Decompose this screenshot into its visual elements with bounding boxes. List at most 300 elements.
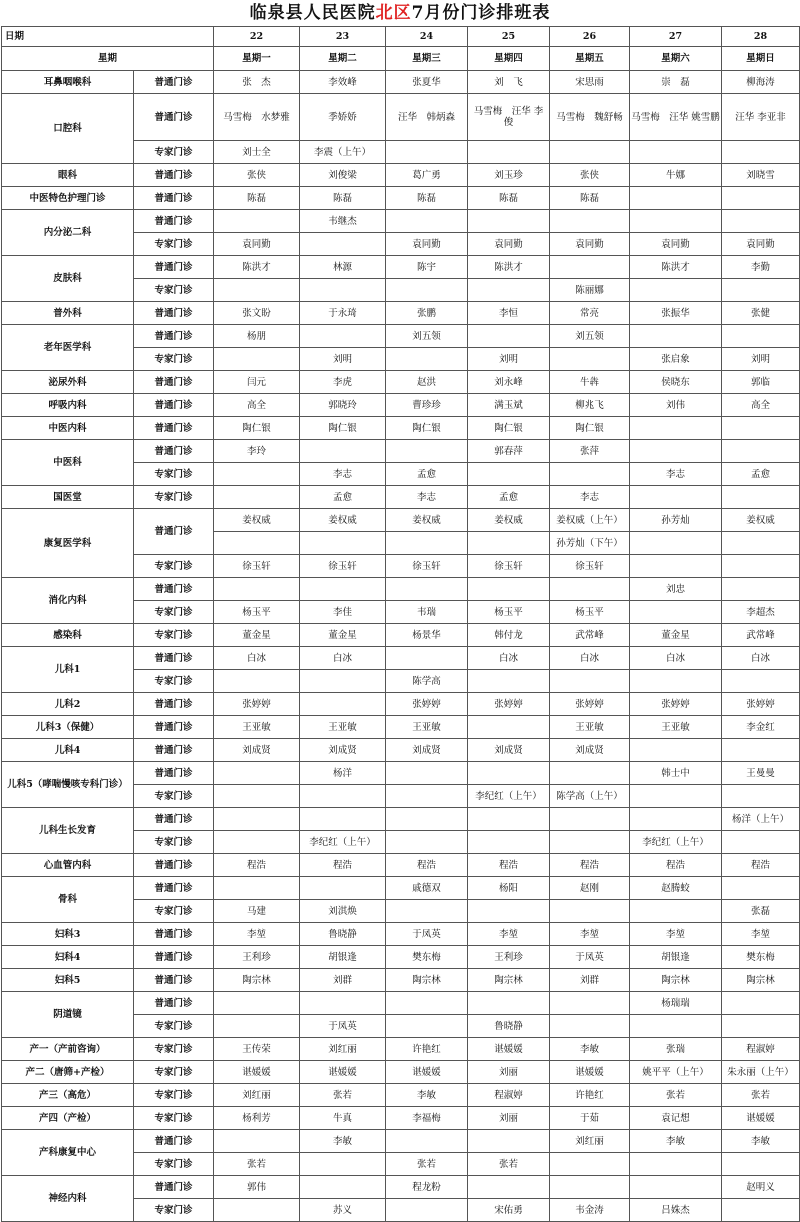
doctor-cell: 马雪梅 水梦雅 xyxy=(214,94,300,141)
dept-cell: 眼科 xyxy=(2,164,134,187)
doctor-cell xyxy=(630,210,722,233)
doctor-cell: 陶仁银 xyxy=(550,417,630,440)
clinic-type-cell: 普通门诊 xyxy=(134,647,214,670)
doctor-cell xyxy=(300,578,386,601)
doctor-cell xyxy=(550,141,630,164)
date-label: 日期 xyxy=(2,27,214,47)
doctor-cell: 宋佑勇 xyxy=(468,1199,550,1222)
doctor-cell xyxy=(550,1153,630,1176)
table-row xyxy=(2,164,800,187)
doctor-cell: 程浩 xyxy=(550,854,630,877)
dept-cell: 产四（产检） xyxy=(2,1107,134,1130)
clinic-type-cell: 普通门诊 xyxy=(134,946,214,969)
table-row xyxy=(2,624,800,647)
doctor-cell: 张 杰 xyxy=(214,71,300,94)
doctor-cell xyxy=(386,141,468,164)
doctor-cell xyxy=(214,463,300,486)
clinic-type-cell: 普通门诊 xyxy=(134,808,214,831)
doctor-cell xyxy=(468,279,550,302)
doctor-cell: 李敏 xyxy=(386,1084,468,1107)
doctor-cell: 刘成贤 xyxy=(550,739,630,762)
doctor-cell: 王亚敏 xyxy=(214,716,300,739)
doctor-cell: 刘五领 xyxy=(550,325,630,348)
doctor-cell: 樊东梅 xyxy=(722,946,800,969)
doctor-cell xyxy=(722,739,800,762)
weekday-cell: 星期日 xyxy=(722,47,800,71)
doctor-cell xyxy=(386,900,468,923)
weekday-cell: 星期四 xyxy=(468,47,550,71)
dept-cell: 阴道镜 xyxy=(2,992,134,1038)
doctor-cell: 杨洋（上午） xyxy=(722,808,800,831)
doctor-cell: 李志 xyxy=(386,486,468,509)
doctor-cell xyxy=(300,1153,386,1176)
doctor-cell: 徐玉轩 xyxy=(300,555,386,578)
doctor-cell: 白冰 xyxy=(468,647,550,670)
table-row xyxy=(2,302,800,325)
doctor-cell xyxy=(300,785,386,808)
doctor-cell: 姜权威 xyxy=(300,509,386,532)
doctor-cell: 韦金涛 xyxy=(550,1199,630,1222)
doctor-cell xyxy=(468,141,550,164)
doctor-cell xyxy=(214,670,300,693)
doctor-cell xyxy=(468,716,550,739)
clinic-type-cell: 普通门诊 xyxy=(134,417,214,440)
doctor-cell xyxy=(630,325,722,348)
doctor-cell: 李敏 xyxy=(722,1130,800,1153)
doctor-cell xyxy=(300,325,386,348)
doctor-cell: 马雪梅 魏舒畅 xyxy=(550,94,630,141)
doctor-cell xyxy=(550,1176,630,1199)
doctor-cell: 郭晓玲 xyxy=(300,394,386,417)
dept-cell: 产二（唐筛+产检） xyxy=(2,1061,134,1084)
doctor-cell xyxy=(214,578,300,601)
clinic-type-cell: 专家门诊 xyxy=(134,1061,214,1084)
doctor-cell: 李敏 xyxy=(630,1130,722,1153)
doctor-cell: 闫元 xyxy=(214,371,300,394)
clinic-type-cell: 专家门诊 xyxy=(134,1015,214,1038)
clinic-type-cell: 普通门诊 xyxy=(134,877,214,900)
clinic-type-cell: 普通门诊 xyxy=(134,509,214,555)
doctor-cell xyxy=(630,141,722,164)
dept-cell: 呼吸内科 xyxy=(2,394,134,417)
dept-cell: 普外科 xyxy=(2,302,134,325)
doctor-cell: 柳海涛 xyxy=(722,71,800,94)
doctor-cell: 鲁晓静 xyxy=(468,1015,550,1038)
doctor-cell: 李纪红（上午） xyxy=(300,831,386,854)
doctor-cell: 许艳红 xyxy=(386,1038,468,1061)
doctor-cell: 李堃 xyxy=(550,923,630,946)
doctor-cell xyxy=(722,325,800,348)
doctor-cell: 程龙粉 xyxy=(386,1176,468,1199)
doctor-cell: 王亚敏 xyxy=(300,716,386,739)
doctor-cell xyxy=(214,1015,300,1038)
doctor-cell: 刘红丽 xyxy=(550,1130,630,1153)
doctor-cell xyxy=(468,670,550,693)
table-row xyxy=(2,808,800,831)
doctor-cell: 于凤英 xyxy=(550,946,630,969)
dept-cell: 儿科5（哮喘慢咳专科门诊） xyxy=(2,762,134,808)
doctor-cell xyxy=(550,992,630,1015)
doctor-cell: 孙芳灿 xyxy=(630,509,722,532)
weekday-cell: 星期五 xyxy=(550,47,630,71)
doctor-cell xyxy=(300,693,386,716)
date-cell: 22 xyxy=(214,27,300,47)
doctor-cell xyxy=(722,555,800,578)
doctor-cell xyxy=(550,808,630,831)
clinic-type-cell: 专家门诊 xyxy=(134,555,214,578)
dept-cell: 心血管内科 xyxy=(2,854,134,877)
dept-cell: 耳鼻咽喉科 xyxy=(2,71,134,94)
doctor-cell: 杨景华 xyxy=(386,624,468,647)
doctor-cell: 董金星 xyxy=(300,624,386,647)
doctor-cell: 袁同勤 xyxy=(468,233,550,256)
doctor-cell: 林源 xyxy=(300,256,386,279)
doctor-cell: 陶宗林 xyxy=(214,969,300,992)
doctor-cell xyxy=(550,256,630,279)
doctor-cell xyxy=(722,440,800,463)
doctor-cell: 刘成贤 xyxy=(386,739,468,762)
clinic-type-cell: 普通门诊 xyxy=(134,762,214,785)
doctor-cell xyxy=(468,762,550,785)
doctor-cell xyxy=(550,831,630,854)
doctor-cell: 袁同勤 xyxy=(386,233,468,256)
doctor-cell: 陶仁银 xyxy=(386,417,468,440)
doctor-cell: 高全 xyxy=(214,394,300,417)
doctor-cell: 白冰 xyxy=(300,647,386,670)
doctor-cell: 张振华 xyxy=(630,302,722,325)
doctor-cell xyxy=(386,440,468,463)
table-row xyxy=(2,210,800,233)
doctor-cell: 牛犇 xyxy=(550,371,630,394)
doctor-cell: 吕姝杰 xyxy=(630,1199,722,1222)
doctor-cell: 李超杰 xyxy=(722,601,800,624)
doctor-cell: 刘群 xyxy=(300,969,386,992)
doctor-cell: 张若 xyxy=(214,1153,300,1176)
doctor-cell: 马雪梅 汪华 姚雪鹏 xyxy=(630,94,722,141)
doctor-cell: 李志 xyxy=(550,486,630,509)
doctor-cell: 王亚敏 xyxy=(550,716,630,739)
table-row xyxy=(2,693,800,716)
dept-cell: 中医科 xyxy=(2,440,134,486)
date-cell: 26 xyxy=(550,27,630,47)
doctor-cell: 王亚敏 xyxy=(386,716,468,739)
doctor-cell xyxy=(630,1176,722,1199)
doctor-cell: 王利珍 xyxy=(468,946,550,969)
table-row xyxy=(2,1038,800,1061)
doctor-cell: 苏义 xyxy=(300,1199,386,1222)
table-row xyxy=(2,187,800,210)
doctor-cell xyxy=(214,808,300,831)
doctor-cell: 刘晓雪 xyxy=(722,164,800,187)
dept-cell: 儿科1 xyxy=(2,647,134,693)
doctor-cell: 张萍 xyxy=(550,440,630,463)
doctor-cell xyxy=(722,992,800,1015)
doctor-cell: 牛真 xyxy=(300,1107,386,1130)
doctor-cell xyxy=(722,210,800,233)
dept-cell: 皮肤科 xyxy=(2,256,134,302)
doctor-cell xyxy=(300,992,386,1015)
doctor-cell xyxy=(386,578,468,601)
date-cell: 27 xyxy=(630,27,722,47)
table-row xyxy=(2,1084,800,1107)
clinic-type-cell: 普通门诊 xyxy=(134,440,214,463)
weekday-cell: 星期一 xyxy=(214,47,300,71)
table-row xyxy=(2,486,800,509)
doctor-cell: 张婷婷 xyxy=(722,693,800,716)
doctor-cell: 张若 xyxy=(468,1153,550,1176)
weekday-cell: 星期二 xyxy=(300,47,386,71)
doctor-cell: 刘丽 xyxy=(468,1061,550,1084)
dept-cell: 口腔科 xyxy=(2,94,134,164)
doctor-cell xyxy=(722,670,800,693)
doctor-cell: 郭临 xyxy=(722,371,800,394)
doctor-cell: 陈磊 xyxy=(300,187,386,210)
doctor-cell: 张启象 xyxy=(630,348,722,371)
doctor-cell: 袁同勤 xyxy=(722,233,800,256)
doctor-cell: 朱永丽（上午） xyxy=(722,1061,800,1084)
doctor-cell xyxy=(722,279,800,302)
dept-cell: 康复医学科 xyxy=(2,509,134,578)
table-row xyxy=(2,371,800,394)
doctor-cell: 赵明义 xyxy=(722,1176,800,1199)
doctor-cell: 张侠 xyxy=(214,164,300,187)
doctor-cell: 陈洪才 xyxy=(468,256,550,279)
doctor-cell: 徐玉轩 xyxy=(550,555,630,578)
doctor-cell: 赵洪 xyxy=(386,371,468,394)
doctor-cell: 孙芳灿（下午） xyxy=(550,532,630,555)
doctor-cell: 李效峰 xyxy=(300,71,386,94)
doctor-cell: 陶宗林 xyxy=(386,969,468,992)
clinic-type-cell: 普通门诊 xyxy=(134,1176,214,1199)
doctor-cell: 侯晓东 xyxy=(630,371,722,394)
doctor-cell: 陈磊 xyxy=(214,187,300,210)
clinic-type-cell: 专家门诊 xyxy=(134,486,214,509)
doctor-cell: 徐玉轩 xyxy=(468,555,550,578)
doctor-cell: 程浩 xyxy=(214,854,300,877)
doctor-cell xyxy=(468,808,550,831)
doctor-cell xyxy=(468,532,550,555)
doctor-cell xyxy=(214,486,300,509)
clinic-type-cell: 普通门诊 xyxy=(134,187,214,210)
clinic-type-cell: 专家门诊 xyxy=(134,1107,214,1130)
doctor-cell: 李敏 xyxy=(550,1038,630,1061)
doctor-cell xyxy=(300,877,386,900)
doctor-cell: 李恒 xyxy=(468,302,550,325)
schedule-table xyxy=(1,26,800,1222)
doctor-cell xyxy=(300,670,386,693)
doctor-cell xyxy=(386,831,468,854)
clinic-type-cell: 普通门诊 xyxy=(134,1130,214,1153)
doctor-cell: 鲁晓静 xyxy=(300,923,386,946)
doctor-cell xyxy=(386,647,468,670)
doctor-cell: 程浩 xyxy=(630,854,722,877)
doctor-cell: 李堃 xyxy=(214,923,300,946)
doctor-cell xyxy=(300,440,386,463)
clinic-type-cell: 专家门诊 xyxy=(134,279,214,302)
doctor-cell: 王亚敏 xyxy=(630,716,722,739)
doctor-cell: 杨玉平 xyxy=(550,601,630,624)
doctor-cell xyxy=(386,762,468,785)
doctor-cell xyxy=(630,739,722,762)
weekday-row xyxy=(2,47,800,71)
table-row xyxy=(2,578,800,601)
doctor-cell xyxy=(468,831,550,854)
doctor-cell: 于凤英 xyxy=(386,923,468,946)
doctor-cell xyxy=(722,486,800,509)
doctor-cell: 杨瑞瑞 xyxy=(630,992,722,1015)
dept-cell: 儿科2 xyxy=(2,693,134,716)
doctor-cell: 常亮 xyxy=(550,302,630,325)
doctor-cell xyxy=(630,417,722,440)
doctor-cell: 白冰 xyxy=(630,647,722,670)
dept-cell: 国医堂 xyxy=(2,486,134,509)
doctor-cell xyxy=(386,808,468,831)
table-row xyxy=(2,739,800,762)
doctor-cell: 许艳红 xyxy=(550,1084,630,1107)
doctor-cell xyxy=(550,670,630,693)
doctor-cell xyxy=(550,463,630,486)
doctor-cell xyxy=(214,348,300,371)
doctor-cell: 张若 xyxy=(386,1153,468,1176)
doctor-cell xyxy=(722,578,800,601)
doctor-cell xyxy=(468,578,550,601)
title-suffix: 7月份门诊排班表 xyxy=(411,3,551,23)
doctor-cell: 张健 xyxy=(722,302,800,325)
doctor-cell: 孟愈 xyxy=(386,463,468,486)
doctor-cell: 姜权威 xyxy=(468,509,550,532)
doctor-cell: 白冰 xyxy=(722,647,800,670)
doctor-cell: 陶宗林 xyxy=(722,969,800,992)
table-row xyxy=(2,440,800,463)
doctor-cell: 柳兆飞 xyxy=(550,394,630,417)
doctor-cell: 刘红丽 xyxy=(300,1038,386,1061)
doctor-cell: 袁同勤 xyxy=(630,233,722,256)
doctor-cell xyxy=(722,532,800,555)
doctor-cell: 谌媛媛 xyxy=(386,1061,468,1084)
dept-cell: 妇科5 xyxy=(2,969,134,992)
doctor-cell xyxy=(630,532,722,555)
doctor-cell: 徐玉轩 xyxy=(214,555,300,578)
doctor-cell xyxy=(630,486,722,509)
doctor-cell: 陈学高（上午） xyxy=(550,785,630,808)
doctor-cell: 张夏华 xyxy=(386,71,468,94)
clinic-type-cell: 专家门诊 xyxy=(134,785,214,808)
table-row xyxy=(2,992,800,1015)
doctor-cell: 刘忠 xyxy=(630,578,722,601)
title-highlight: 北区 xyxy=(375,3,412,23)
doctor-cell: 李纪红（上午） xyxy=(630,831,722,854)
doctor-cell: 陶仁银 xyxy=(468,417,550,440)
doctor-cell: 于凤英 xyxy=(300,1015,386,1038)
page-title xyxy=(0,0,800,26)
doctor-cell xyxy=(386,532,468,555)
clinic-type-cell: 专家门诊 xyxy=(134,1038,214,1061)
doctor-cell: 宋思雨 xyxy=(550,71,630,94)
date-cell: 25 xyxy=(468,27,550,47)
clinic-type-cell: 普通门诊 xyxy=(134,302,214,325)
doctor-cell: 刘群 xyxy=(550,969,630,992)
doctor-cell: 胡银逢 xyxy=(630,946,722,969)
doctor-cell xyxy=(722,877,800,900)
doctor-cell: 程浩 xyxy=(300,854,386,877)
doctor-cell: 陶宗林 xyxy=(630,969,722,992)
doctor-cell xyxy=(468,325,550,348)
doctor-cell xyxy=(630,555,722,578)
doctor-cell: 陶宗林 xyxy=(468,969,550,992)
doctor-cell xyxy=(630,785,722,808)
doctor-cell: 张瑞 xyxy=(630,1038,722,1061)
doctor-cell: 高全 xyxy=(722,394,800,417)
clinic-type-cell: 专家门诊 xyxy=(134,900,214,923)
clinic-type-cell: 专家门诊 xyxy=(134,141,214,164)
doctor-cell: 张磊 xyxy=(722,900,800,923)
doctor-cell: 陈洪才 xyxy=(630,256,722,279)
doctor-cell: 陈洪才 xyxy=(214,256,300,279)
doctor-cell xyxy=(300,808,386,831)
doctor-cell: 于永琦 xyxy=(300,302,386,325)
doctor-cell xyxy=(214,877,300,900)
table-row xyxy=(2,509,800,532)
doctor-cell: 于茹 xyxy=(550,1107,630,1130)
doctor-cell: 程浩 xyxy=(722,854,800,877)
doctor-cell: 王利珍 xyxy=(214,946,300,969)
doctor-cell: 李堃 xyxy=(630,923,722,946)
weekday-cell: 星期三 xyxy=(386,47,468,71)
table-row xyxy=(2,762,800,785)
doctor-cell: 李志 xyxy=(630,463,722,486)
table-row xyxy=(2,969,800,992)
doctor-cell: 孟愈 xyxy=(722,463,800,486)
doctor-cell xyxy=(214,762,300,785)
doctor-cell xyxy=(550,578,630,601)
clinic-type-cell: 普通门诊 xyxy=(134,210,214,233)
dept-cell: 儿科生长发育 xyxy=(2,808,134,854)
doctor-cell: 刘明 xyxy=(300,348,386,371)
doctor-cell: 姜权威 xyxy=(214,509,300,532)
doctor-cell: 孟愈 xyxy=(468,486,550,509)
doctor-cell xyxy=(722,417,800,440)
doctor-cell: 袁同勤 xyxy=(550,233,630,256)
clinic-type-cell: 专家门诊 xyxy=(134,348,214,371)
doctor-cell: 姜权威 xyxy=(722,509,800,532)
table-row xyxy=(2,946,800,969)
clinic-type-cell: 专家门诊 xyxy=(134,1153,214,1176)
doctor-cell xyxy=(468,463,550,486)
doctor-cell xyxy=(630,900,722,923)
doctor-cell xyxy=(630,279,722,302)
doctor-cell: 谌媛媛 xyxy=(468,1038,550,1061)
date-cell: 23 xyxy=(300,27,386,47)
clinic-type-cell: 专家门诊 xyxy=(134,624,214,647)
doctor-cell: 张婷婷 xyxy=(468,693,550,716)
table-row xyxy=(2,854,800,877)
clinic-type-cell: 普通门诊 xyxy=(134,94,214,141)
doctor-cell: 刘成贤 xyxy=(214,739,300,762)
doctor-cell: 张鹏 xyxy=(386,302,468,325)
doctor-cell: 曹珍珍 xyxy=(386,394,468,417)
dept-cell: 中医内科 xyxy=(2,417,134,440)
table-row xyxy=(2,325,800,348)
doctor-cell: 牛娜 xyxy=(630,164,722,187)
doctor-cell: 赵刚 xyxy=(550,877,630,900)
doctor-cell: 谌媛媛 xyxy=(722,1107,800,1130)
doctor-cell: 武常峰 xyxy=(722,624,800,647)
doctor-cell: 杨阳 xyxy=(468,877,550,900)
doctor-cell: 杨玉平 xyxy=(214,601,300,624)
doctor-cell xyxy=(630,1153,722,1176)
doctor-cell: 刘明 xyxy=(722,348,800,371)
doctor-cell: 李福梅 xyxy=(386,1107,468,1130)
